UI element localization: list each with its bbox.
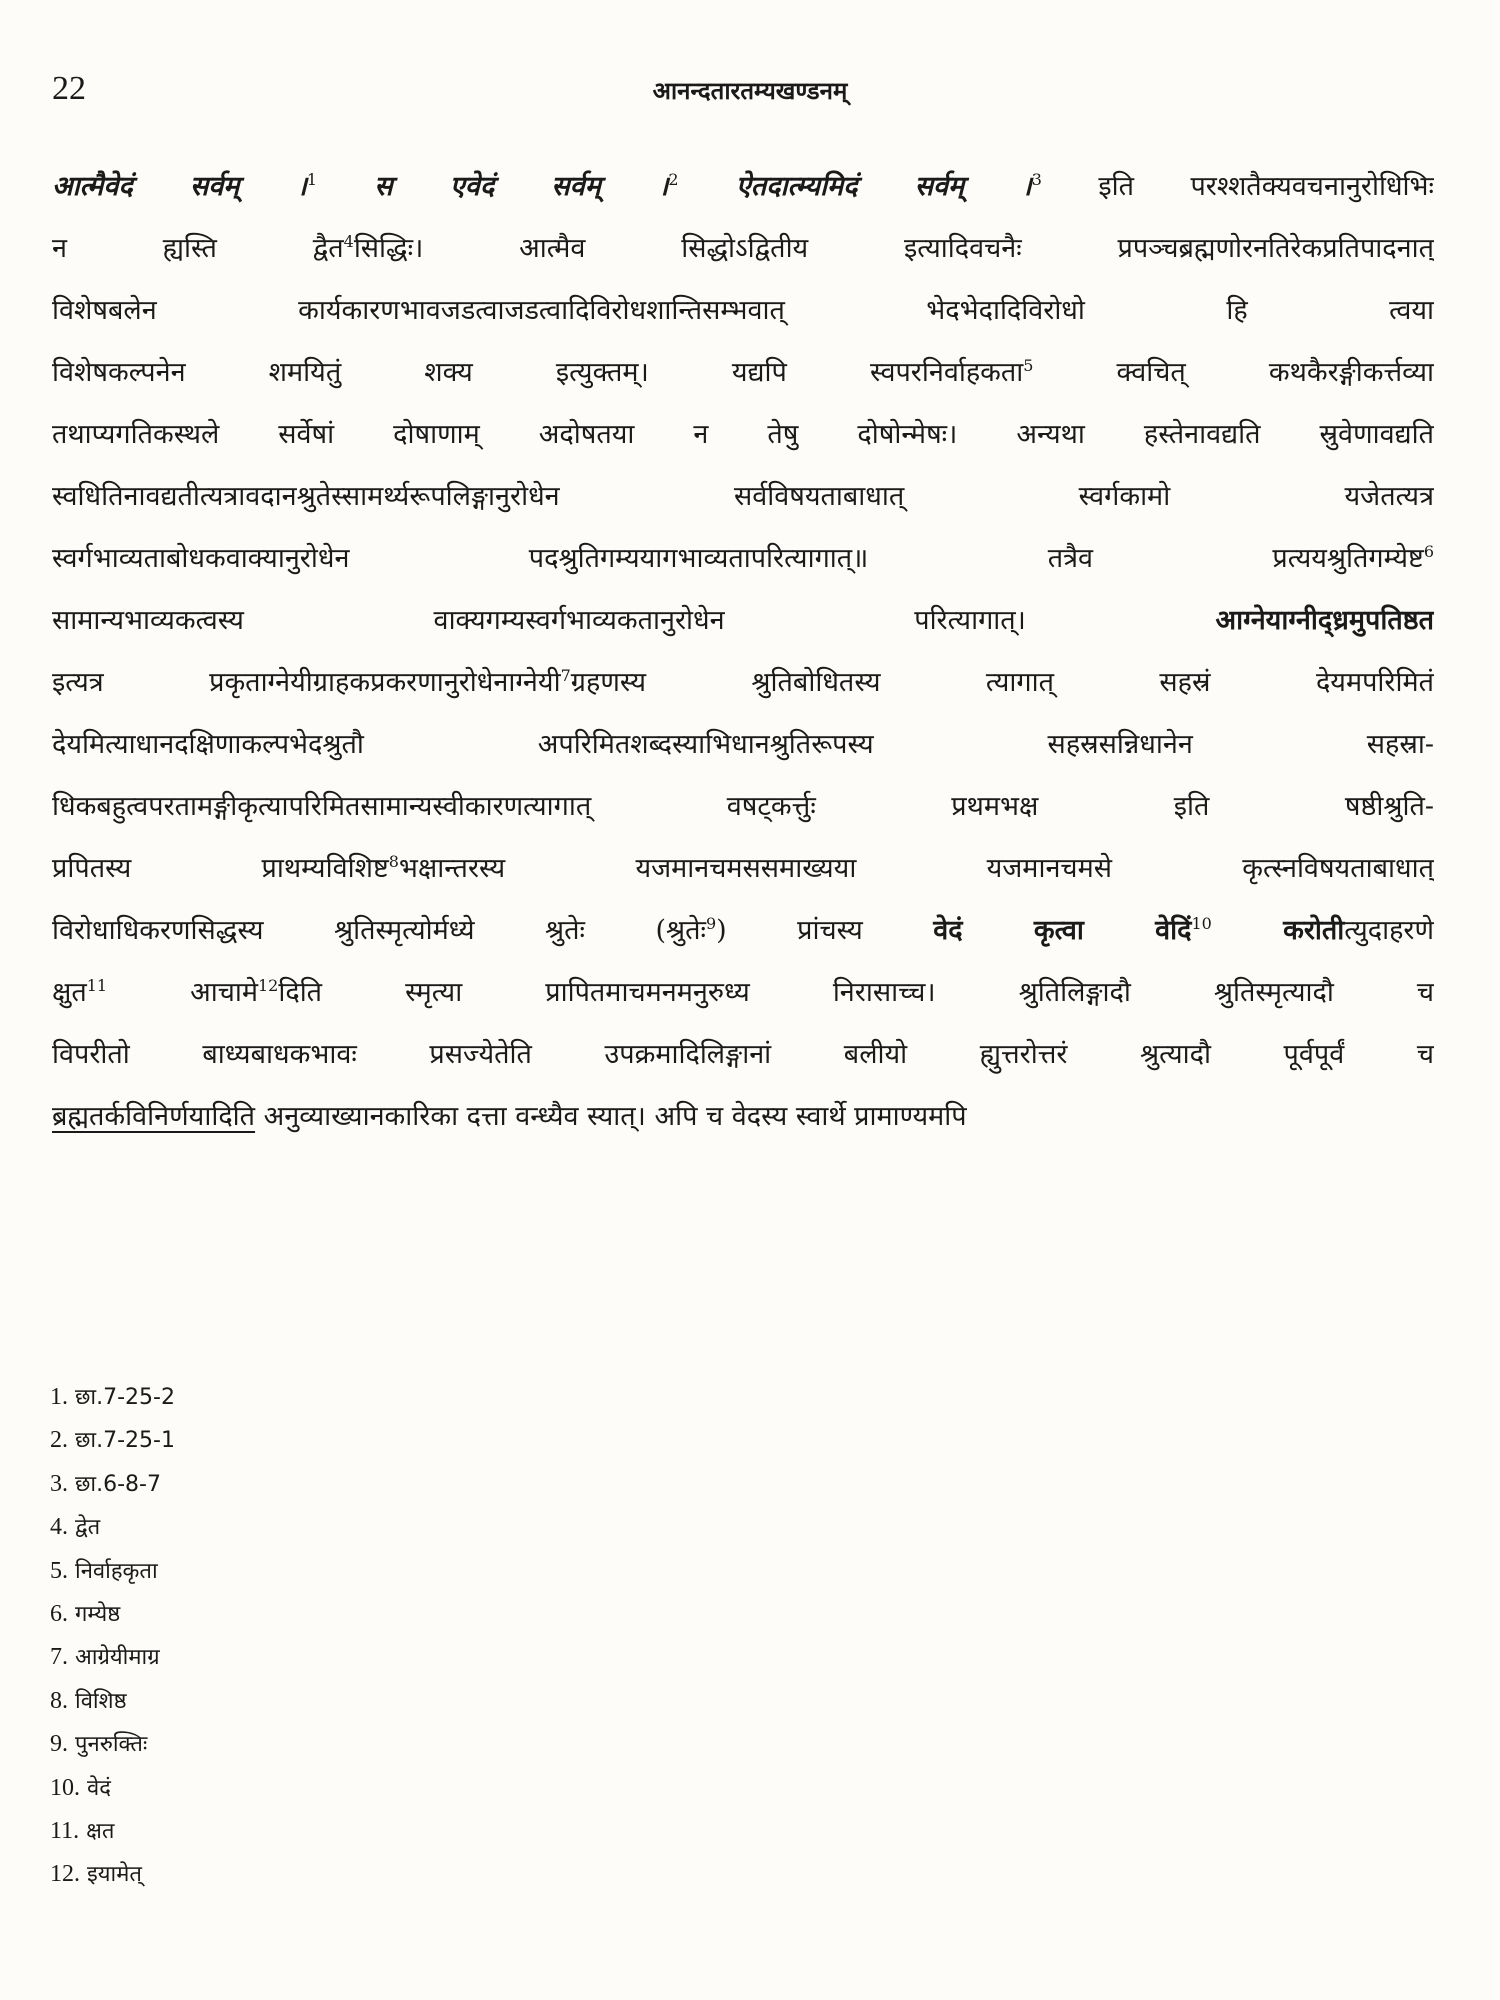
footnote-ref-2: 2 [668,170,679,189]
text-line-6: स्वधितिनावद्यतीत्यत्रावदानश्रुतेस्सामर्थ्यरूपलिङ्गानुरोधेन सर्वविषयताबाधात् स्वर्गकामो यजेतत्यत्र [52,481,1434,512]
footnote-item [50,1376,175,1419]
footnote-item [50,1810,175,1853]
footnote-number: 2. [50,1427,68,1454]
footnote-item [50,1506,175,1549]
footnote-text: इयामेत् [87,1862,142,1888]
footnote-item [50,1419,175,1462]
quote-4: आग्नेयाग्नीद्ध्रमुपतिष्ठत [1215,605,1434,636]
text-line-3: विशेषबलेन कार्यकारणभावजडत्वाजडत्वादिविरोधशान्तिसम्भवात् भेदभेदादिविरोधो हि त्वया [52,295,1434,326]
footnote-text: पुनरुक्तिः [75,1732,148,1758]
text-span: अनुव्याख्यानकारिका दत्ता वन्ध्यैव स्यात्। अपि च वेदस्य स्वार्थे प्रामाण्यमपि [255,1101,967,1132]
footnotes [50,1376,175,1897]
footnote-number: 12. [50,1861,80,1888]
footnote-ref-4: 4 [343,232,354,251]
quote-5: वेदं कृत्वा वेदिं [933,915,1192,946]
text-line-5: तथाप्यगतिकस्थले सर्वेषां दोषाणाम् अदोषतया न तेषु दोषोन्मेषः। अन्यथा हस्तेनावद्यति स्रुवेणावद्यति [52,419,1434,450]
text-span: विरोधाधिकरणसिद्धस्य श्रुतिस्मृत्योर्मध्ये श्रुतेः (श्रुतेः [52,915,706,946]
footnote-ref-11: 11 [86,976,108,995]
footnote-number: 4. [50,1514,68,1541]
text-line-14 [52,962,1434,1024]
footnote-ref-9: 9 [705,914,717,933]
footnote-number: 11. [50,1817,80,1844]
footnote-text: क्षत [86,1818,115,1844]
running-title: आनन्दतारतम्यखण्डनम् [652,76,848,105]
text-span: त्युदाहरणे [1344,915,1434,946]
footnote-ref-10: 10 [1191,914,1212,933]
text-line-11: धिकबहुत्वपरतामङ्गीकृत्यापरिमितसामान्यस्वीकारणत्यागात् वषट्कर्त्तुः प्रथमभक्ष इति षष्ठीश्रुति- [52,791,1434,822]
text-span: भक्षान्तरस्य यजमानचमससमाख्यया यजमानचमसे कृत्स्नविषयताबाधात् [398,853,1434,884]
footnote-ref-5: 5 [1023,356,1034,375]
footnote-item [50,1636,175,1679]
footnote-ref-12: 12 [258,976,279,995]
footnote-number: 6. [50,1600,68,1627]
footnote-number: 7. [50,1644,68,1671]
footnote-text: छा.6-8-7 [75,1471,161,1497]
footnote-ref-7: 7 [560,666,571,685]
footnote-item [50,1767,175,1810]
underlined-phrase: ब्रह्मतर्कविनिर्णयादिति [52,1101,256,1132]
text-line-4 [52,342,1434,404]
main-text [52,156,1434,1148]
text-line-15: विपरीतो बाध्यबाधकभावः प्रसज्येतेति उपक्रमादिलिङ्गानां बलीयो ह्युत्तरोत्तरं श्रुत्यादौ पूर्वपूर्वं च [52,1039,1434,1070]
quote-2: स एवेदं सर्वम् । [317,171,669,202]
text-span: इत्यत्र प्रकृताग्नेयीग्राहकप्रकरणानुरोधेनाग्नेयी [52,667,561,698]
footnote-ref-3: 3 [1031,170,1042,189]
footnote-item [50,1853,175,1896]
text-span: क्वचित् कथकैरङ्गीकर्त्तव्या [1033,357,1434,388]
footnote-number: 1. [50,1384,68,1410]
footnote-text: द्वेत [75,1515,101,1541]
text-line-2 [52,218,1434,280]
footnote-number: 3. [50,1470,68,1497]
footnote-number: 8. [50,1687,68,1714]
footnote-number: 10. [50,1774,80,1801]
text-line-10: देयमित्याधानदक्षिणाकल्पभेदश्रुतौ अपरिमितशब्दस्याभिधानश्रुतिरूपस्य सहस्रसन्निधानेन सहस्रा- [52,729,1434,760]
text-span: ग्रहणस्य श्रुतिबोधितस्य त्यागात् सहस्रं देयमपरिमितं [570,667,1434,698]
footnote-item [50,1463,175,1506]
footnote-item [50,1723,175,1766]
quote-3: ऐतदात्म्यमिदं सर्वम् । [678,171,1032,202]
footnote-text: गम्येष्ठ [75,1601,121,1627]
footnote-text: छा.7-25-2 [75,1385,175,1410]
footnote-item [50,1593,175,1636]
footnote-text: निर्वाहकृता [75,1558,158,1584]
text-line-7 [52,528,1434,590]
footnote-ref-6: 6 [1423,542,1434,561]
text-span: क्षुत [52,977,87,1008]
text-line-9 [52,652,1434,714]
footnote-number: 9. [50,1731,68,1758]
text-span: विशेषकल्पनेन शमयितुं शक्य इत्युक्तम्। यद्यपि स्वपरनिर्वाहकता [52,357,1024,388]
text-span: प्रपितस्य प्राथम्यविशिष्ट [52,853,389,884]
page-number: 22 [52,70,86,107]
text-span: इति परश्शतैक्यवचनानुरोधिभिः [1041,171,1434,202]
text-span: आचामे [107,977,258,1008]
text-span: स्वर्गभाव्यताबोधकवाक्यानुरोधेन पदश्रुतिगम्ययागभाव्यतापरित्यागात्॥ तत्रैव प्रत्ययश्रुतिगम्येष्ट [52,543,1424,574]
text-line-1 [52,156,1434,218]
footnote-text: छा.7-25-1 [75,1428,175,1454]
footnote-text: विशिष्ठ [75,1688,127,1714]
footnote-text: आग्रेयीमाग्र [75,1645,160,1671]
footnote-ref-1: 1 [306,170,318,189]
text-span: सामान्यभाव्यकत्वस्य वाक्यगम्यस्वर्गभाव्यकतानुरोधेन परित्यागात्। [52,605,1216,636]
text-span: सिद्धिः। आत्मैव सिद्धोऽद्वितीय इत्यादिवचनैः प्रपञ्चब्रह्मणोरनतिरेकप्रतिपादनात् [353,233,1434,264]
footnote-item [50,1550,175,1593]
footnote-item [50,1680,175,1723]
text-span: ) प्रांचस्य [716,915,934,946]
quote-1: आत्मैवेदं सर्वम् । [52,171,307,202]
footnote-ref-8: 8 [388,852,399,871]
quote-6: करोती [1211,915,1345,946]
text-line-12 [52,838,1434,900]
text-line-16 [52,1086,1434,1148]
text-line-8 [52,590,1434,652]
text-line-13 [52,900,1434,962]
text-span: न ह्यस्ति द्वैत [52,233,344,264]
footnote-text: वेदं [87,1775,111,1801]
text-span: दिति स्मृत्या प्रापितमाचमनमनुरुध्य निरासाच्च। श्रुतिलिङ्गादौ श्रुतिस्मृत्यादौ च [278,977,1434,1008]
footnote-number: 5. [50,1557,68,1584]
